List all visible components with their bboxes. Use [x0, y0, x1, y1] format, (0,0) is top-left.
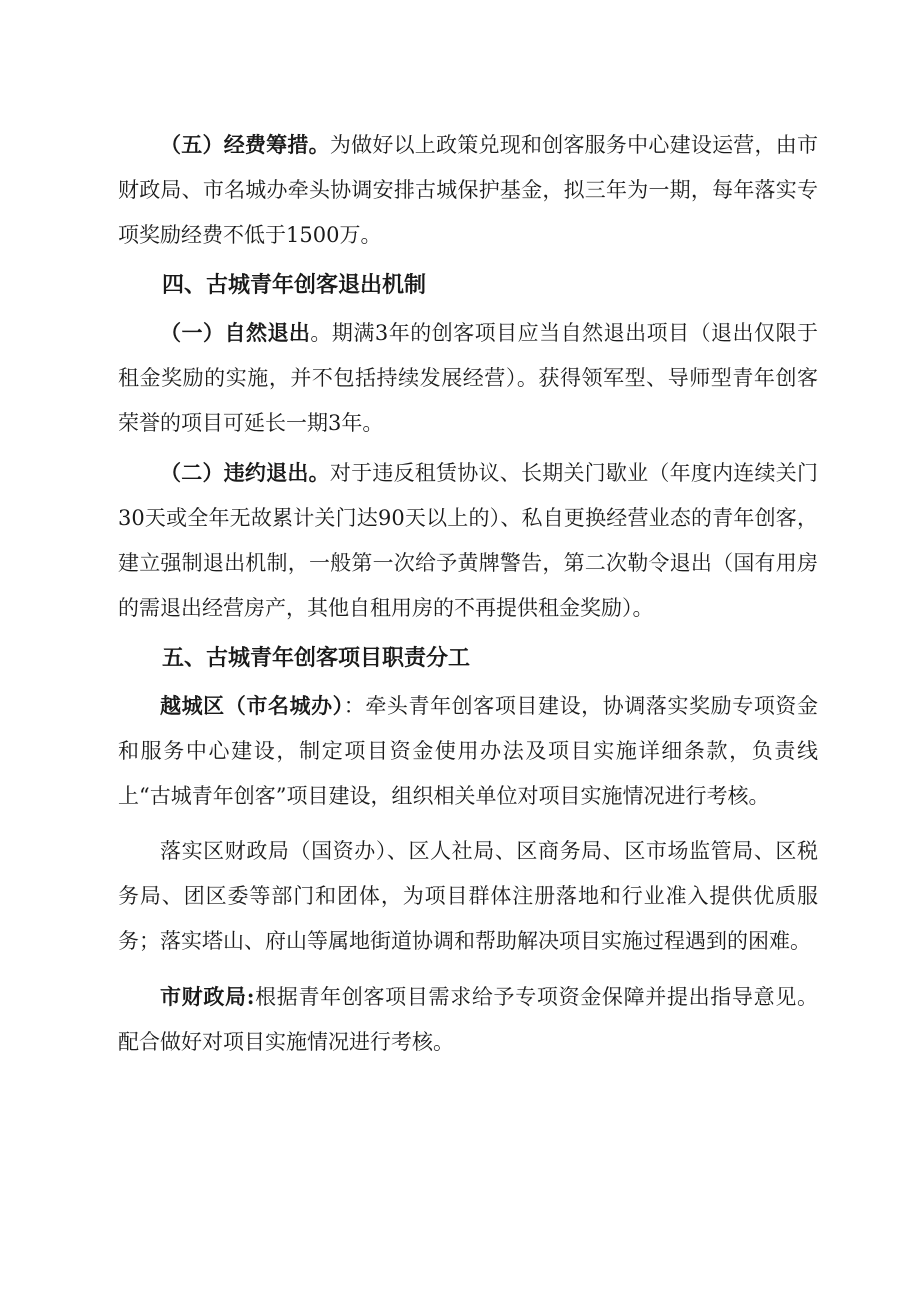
paragraph-text: 根据青年创客项目需求给予专项资金保障并提出指导意见。配合做好对项目实施情况进行考核。: [118, 985, 818, 1054]
paragraph-lead: 市财政局:: [160, 984, 255, 1009]
paragraph-text: 。期满3年的创客项目应当自然退出项目（退出仅限于租金奖励的实施，并不包括持续发展经营）。获得领军型、导师型青年创客荣誉的项目可延长一期3年。: [118, 321, 819, 435]
paragraph-district: [118, 683, 818, 819]
paragraph-lead: （二）违约退出。: [160, 460, 330, 485]
paragraph-city-finance: [118, 974, 818, 1065]
paragraph-text: 为做好以上政策兑现和创客服务中心建设运营，由市财政局、市名城办牵头协调安排古城保护基金，拟三年为一期，每年落实专项奖励经费不低于1500万。: [118, 133, 819, 247]
paragraph-lead: （一）自然退出: [160, 320, 311, 345]
paragraph-text: 对于违反租赁协议、长期关门歇业（年度内连续关门30天或全年无故累计关门达90天以上的）、私自更换经营业态的青年创客，建立强制退出机制，一般第一次给予黄牌警告，第二次勒令退出（国有用房的需退出经营房产，其他自租用房的不再提供租金奖励）。: [118, 461, 819, 620]
paragraph-lead: （五）经费筹措。: [160, 132, 330, 157]
paragraph-text: ：牵头青年创客项目建设，协调落实奖励专项资金和服务中心建设，制定项目资金使用办法及项目实施详细条款，负责线上“古城青年创客”项目建设，组织相关单位对项目实施情况进行考核。: [118, 694, 818, 808]
paragraph-lead: 越城区（市名城办）: [160, 693, 344, 718]
document-body: [118, 122, 818, 1065]
paragraph-text: 落实区财政局（国资办）、区人社局、区商务局、区市场监管局、区税务局、团区委等部门和团体，为项目群体注册落地和行业准入提供优质服务；落实塔山、府山等属地街道协调和帮助解决项目实施过程遇到的困难。: [118, 839, 818, 953]
paragraph-breach-exit: [118, 450, 818, 631]
paragraph-funding: [118, 122, 818, 258]
paragraph-departments: [118, 829, 818, 964]
paragraph-natural-exit: [118, 310, 818, 446]
section-heading-exit-mechanism: 四、古城青年创客退出机制: [162, 273, 427, 298]
section-heading-responsibilities: 五、古城青年创客项目职责分工: [162, 646, 471, 671]
